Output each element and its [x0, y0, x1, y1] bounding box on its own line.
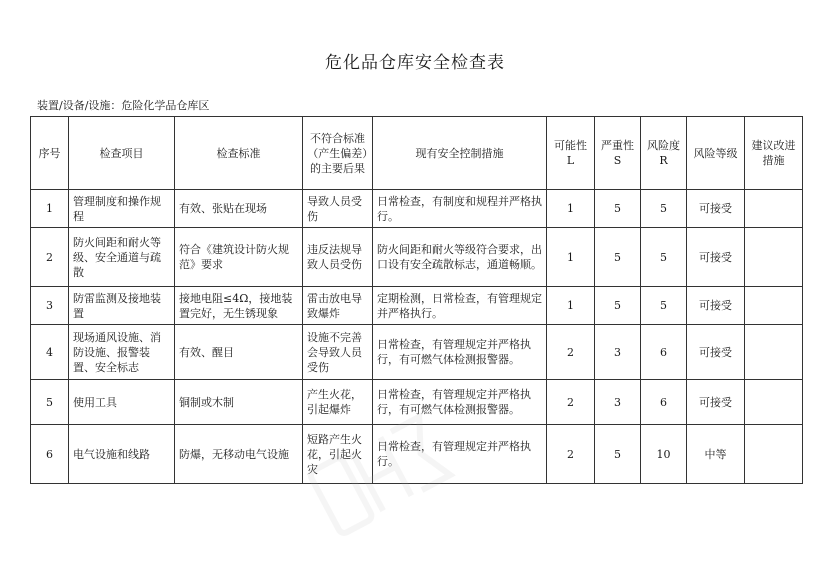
table-header-row [31, 117, 803, 190]
cell-severity: 5 [595, 425, 641, 484]
cell-likelihood: 2 [547, 380, 595, 425]
header-standard: 检查标准 [175, 117, 303, 190]
cell-likelihood: 1 [547, 287, 595, 325]
cell-level: 可接受 [687, 325, 745, 380]
cell-standard: 接地电阻≤4Ω，接地装置完好，无生锈现象 [175, 287, 303, 325]
header-level: 风险等级 [687, 117, 745, 190]
cell-item: 现场通风设施、消防设施、报警装置、安全标志 [69, 325, 175, 380]
cell-no: 5 [31, 380, 69, 425]
cell-likelihood: 1 [547, 190, 595, 228]
cell-level: 可接受 [687, 380, 745, 425]
cell-level: 可接受 [687, 190, 745, 228]
cell-likelihood: 2 [547, 325, 595, 380]
page-title: 危化品仓库安全检查表 [325, 53, 505, 73]
cell-suggestion [745, 380, 803, 425]
cell-measures: 日常检查，有制度和规程并严格执行。 [373, 190, 547, 228]
cell-measures: 定期检测，日常检查，有管理规定并严格执行。 [373, 287, 547, 325]
cell-consequence: 雷击放电导致爆炸 [303, 287, 373, 325]
cell-consequence: 短路产生火花，引起火灾 [303, 425, 373, 484]
table-row [31, 380, 803, 425]
cell-suggestion [745, 425, 803, 484]
cell-risk: 6 [641, 325, 687, 380]
cell-standard: 有效、张贴在现场 [175, 190, 303, 228]
cell-measures: 防火间距和耐火等级符合要求，出口设有安全疏散标志，通道畅顺。 [373, 228, 547, 287]
header-severity: 严重性S [595, 117, 641, 190]
cell-risk: 5 [641, 287, 687, 325]
cell-risk: 6 [641, 380, 687, 425]
cell-likelihood: 2 [547, 425, 595, 484]
header-likelihood: 可能性L [547, 117, 595, 190]
cell-standard: 防爆，无移动电气设施 [175, 425, 303, 484]
cell-likelihood: 1 [547, 228, 595, 287]
facility-label: 装置/设备/设施：危险化学品仓库区 [37, 99, 210, 112]
cell-suggestion [745, 228, 803, 287]
cell-severity: 5 [595, 190, 641, 228]
cell-risk: 5 [641, 190, 687, 228]
cell-consequence: 设施不完善会导致人员受伤 [303, 325, 373, 380]
table-row [31, 190, 803, 228]
table-row [31, 325, 803, 380]
cell-consequence: 导致人员受伤 [303, 190, 373, 228]
safety-checklist-table [30, 116, 803, 484]
cell-level: 中等 [687, 425, 745, 484]
header-consequence: 不符合标准（产生偏差）的主要后果 [303, 117, 373, 190]
cell-standard: 有效、醒目 [175, 325, 303, 380]
table-row [31, 228, 803, 287]
cell-measures: 日常检查，有管理规定并严格执行，有可燃气体检测报警器。 [373, 380, 547, 425]
cell-no: 1 [31, 190, 69, 228]
cell-risk: 5 [641, 228, 687, 287]
cell-level: 可接受 [687, 287, 745, 325]
cell-standard: 符合《建筑设计防火规范》要求 [175, 228, 303, 287]
cell-item: 防火间距和耐火等级、安全通道与疏散 [69, 228, 175, 287]
cell-no: 6 [31, 425, 69, 484]
cell-severity: 3 [595, 325, 641, 380]
cell-consequence: 违反法规导致人员受伤 [303, 228, 373, 287]
table-row [31, 287, 803, 325]
cell-level: 可接受 [687, 228, 745, 287]
table-row [31, 425, 803, 484]
cell-severity: 3 [595, 380, 641, 425]
cell-severity: 5 [595, 228, 641, 287]
header-item: 检查项目 [69, 117, 175, 190]
cell-no: 4 [31, 325, 69, 380]
header-measures: 现有安全控制措施 [373, 117, 547, 190]
cell-item: 防雷监测及接地装置 [69, 287, 175, 325]
cell-measures: 日常检查，有管理规定并严格执行，有可燃气体检测报警器。 [373, 325, 547, 380]
header-risk: 风险度R [641, 117, 687, 190]
header-suggestion: 建议改进措施 [745, 117, 803, 190]
cell-item: 管理制度和操作规程 [69, 190, 175, 228]
header-no: 序号 [31, 117, 69, 190]
cell-severity: 5 [595, 287, 641, 325]
cell-standard: 铜制或木制 [175, 380, 303, 425]
cell-suggestion [745, 287, 803, 325]
cell-no: 2 [31, 228, 69, 287]
cell-item: 电气设施和线路 [69, 425, 175, 484]
cell-suggestion [745, 190, 803, 228]
cell-no: 3 [31, 287, 69, 325]
cell-consequence: 产生火花，引起爆炸 [303, 380, 373, 425]
cell-risk: 10 [641, 425, 687, 484]
cell-suggestion [745, 325, 803, 380]
cell-measures: 日常检查，有管理规定并严格执行。 [373, 425, 547, 484]
cell-item: 使用工具 [69, 380, 175, 425]
